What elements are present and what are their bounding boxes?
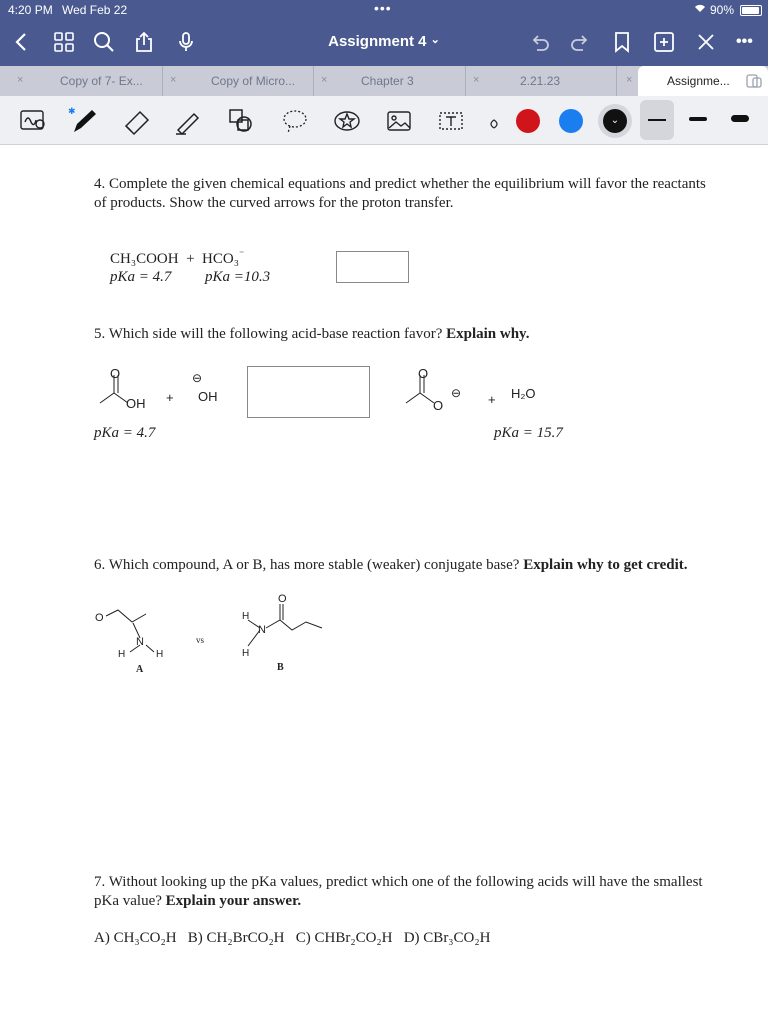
tab-close-icon[interactable]: × xyxy=(170,74,177,86)
tab-close-icon-active[interactable]: × xyxy=(616,66,768,96)
compound-b-h-top: H xyxy=(242,611,250,622)
stickers-icon[interactable] xyxy=(332,106,362,136)
highlighter-icon[interactable] xyxy=(122,106,152,136)
document-title[interactable]: Assignment 4 ⌄ xyxy=(328,33,440,50)
wifi-icon xyxy=(694,3,706,16)
status-bar xyxy=(0,0,768,20)
question-4-text: 4. Complete the given chemical equations and predict whether the equilibrium will favor the reactants of products. Show the curved arrows for the proton transfer. xyxy=(94,176,706,211)
close-pencil-icon[interactable] xyxy=(694,30,718,54)
color-blue-swatch[interactable] xyxy=(559,109,583,133)
q5-plus-1: + xyxy=(166,390,174,405)
image-insert-icon[interactable] xyxy=(384,106,414,136)
tab-split-view-icon[interactable] xyxy=(746,74,762,91)
versus-label: vs xyxy=(196,635,205,645)
question-7-choices: A) CH₃CO₂H B) CH₂BrCO₂H C) CHBr₂CO₂H D) CBr₃CO₂H xyxy=(94,930,491,946)
tab-copy-of-7-ex[interactable]: × Copy of 7- Ex... xyxy=(0,66,163,96)
question-7-text: 7. Without looking up the pKa values, predict which one of the following acids will have the smallest pKa value? Explain your answer. xyxy=(94,874,703,909)
redo-icon[interactable] xyxy=(568,30,592,54)
hydroxide-oh: OH xyxy=(198,389,218,404)
chevron-down-icon: ⌄ xyxy=(603,109,627,133)
question-5-text: 5. Which side will the following acid-base reaction favor? Explain why. xyxy=(94,326,530,342)
svg-text:✱: ✱ xyxy=(68,106,76,116)
compound-a-h-left: H xyxy=(118,649,126,660)
tab-close-icon[interactable]: × xyxy=(321,74,328,86)
eraser-icon[interactable] xyxy=(172,106,202,136)
app-toolbar xyxy=(0,20,768,66)
multitasking-dots-icon[interactable]: ••• xyxy=(374,0,392,16)
color-black-swatch-selected[interactable] xyxy=(598,104,632,138)
compound-a-n: N xyxy=(136,636,144,648)
title-chevron-down-icon[interactable]: ⌄ xyxy=(430,34,440,46)
compound-a-h-right: H xyxy=(156,649,164,660)
q5-plus-2: + xyxy=(488,392,496,407)
document-page[interactable] xyxy=(0,145,768,1024)
tab-close-icon[interactable]: × xyxy=(17,74,24,86)
compound-a-o: O xyxy=(95,612,104,624)
stroke-thin-selected[interactable] xyxy=(640,100,674,140)
acetate-o-bottom: O xyxy=(433,398,444,413)
water-label: H₂O xyxy=(511,386,536,401)
laser-pointer-icon[interactable] xyxy=(484,106,504,136)
compound-b-n: N xyxy=(258,624,266,636)
acetic-acid-oh: OH xyxy=(126,396,146,411)
shapes-icon[interactable] xyxy=(226,106,256,136)
q4-reactants: CH₃COOH + HCO₃⁻ xyxy=(110,249,245,267)
acetate-o-top: O xyxy=(418,366,429,381)
document-tabs xyxy=(0,66,768,96)
acetic-acid-o: O xyxy=(110,366,121,381)
compound-b-h-bottom: H xyxy=(242,648,250,659)
status-date: Wed Feb 22 xyxy=(62,3,128,17)
undo-icon[interactable] xyxy=(528,30,552,54)
battery-icon xyxy=(740,5,762,16)
text-box-icon[interactable] xyxy=(436,106,466,136)
tab-close-icon[interactable]: × xyxy=(473,74,480,86)
pen-tool-icon[interactable] xyxy=(68,106,98,136)
battery-percent: 90% xyxy=(710,3,735,17)
lasso-select-icon[interactable] xyxy=(280,106,310,136)
q5-pka-right: pKa = 15.7 xyxy=(494,425,563,441)
lasso-zoom-icon[interactable] xyxy=(18,106,48,136)
q4-pka-2: pKa =10.3 xyxy=(205,269,271,285)
stroke-thick[interactable] xyxy=(728,114,752,128)
q4-pka-1: pKa = 4.7 xyxy=(110,269,172,285)
add-page-icon[interactable] xyxy=(652,30,676,54)
q5-pka-left: pKa = 4.7 xyxy=(94,425,156,441)
tab-copy-of-micro[interactable]: × Copy of Micro... xyxy=(162,66,314,96)
q4-answer-box[interactable] xyxy=(336,251,409,283)
color-red-swatch[interactable] xyxy=(516,109,540,133)
compound-b-o: O xyxy=(278,593,287,605)
compound-b-label: B xyxy=(277,662,284,673)
q5-answer-box[interactable] xyxy=(247,366,370,418)
hydroxide-minus-icon: ⊖ xyxy=(192,371,203,385)
more-options-icon[interactable]: ••• xyxy=(736,33,753,50)
tab-assignment-4[interactable]: Assignme... xyxy=(638,66,768,96)
compound-a-label: A xyxy=(136,664,144,675)
acetate-minus-icon: ⊖ xyxy=(451,386,462,400)
stroke-medium[interactable] xyxy=(686,114,710,128)
bookmark-icon[interactable] xyxy=(610,30,634,54)
pen-toolbar xyxy=(0,96,768,145)
tab-chapter-3[interactable]: × Chapter 3 xyxy=(313,66,466,96)
question-6-text: 6. Which compound, A or B, has more stable (weaker) conjugate base? Explain why to get credit. xyxy=(94,557,688,573)
tab-2-21-23[interactable]: × 2.21.23 xyxy=(465,66,617,96)
status-time: 4:20 PM xyxy=(8,3,53,17)
